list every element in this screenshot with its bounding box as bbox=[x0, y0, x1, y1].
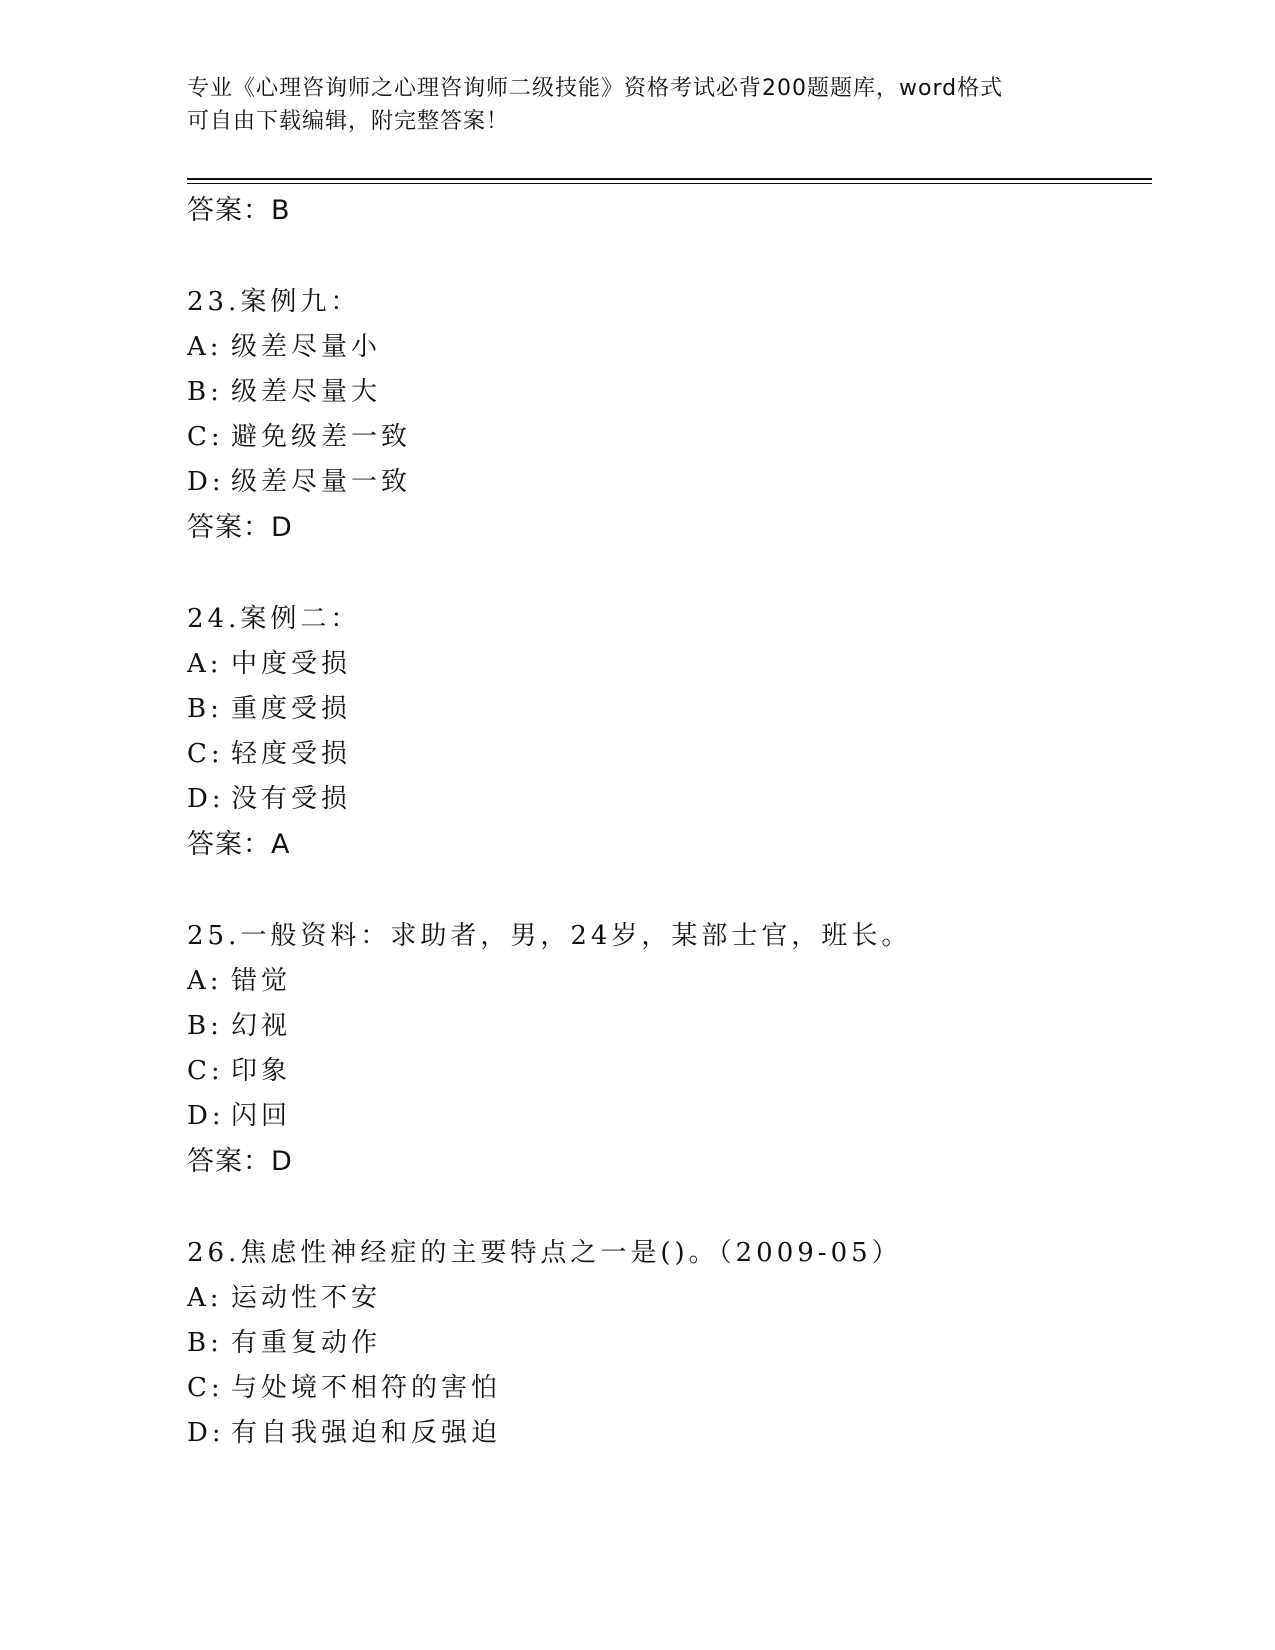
option-text: 没有受损 bbox=[231, 784, 352, 814]
option-text: 中度受损 bbox=[231, 649, 352, 679]
option-a bbox=[187, 959, 1147, 1004]
option-text: 级差尽量大 bbox=[231, 377, 382, 407]
option-b bbox=[187, 370, 1147, 415]
option-key: D: bbox=[187, 1418, 225, 1448]
option-c bbox=[187, 1049, 1147, 1094]
answer-line: 答案：A bbox=[187, 829, 291, 860]
answer-line: 答案：D bbox=[187, 1146, 293, 1177]
question-text: 25.一般资料：求助者，男，24岁，某部士官，班长。 bbox=[187, 921, 912, 951]
option-key: A: bbox=[187, 649, 223, 679]
option-c bbox=[187, 732, 1147, 777]
option-text: 轻度受损 bbox=[231, 739, 352, 769]
option-text: 级差尽量小 bbox=[231, 332, 382, 362]
question-text: 24.案例二： bbox=[187, 604, 361, 634]
option-text: 有自我强迫和反强迫 bbox=[231, 1418, 502, 1448]
option-key: B: bbox=[187, 1011, 223, 1041]
option-b bbox=[187, 1321, 1147, 1366]
option-key: B: bbox=[187, 1328, 223, 1358]
option-c bbox=[187, 1366, 1147, 1411]
question-block-26 bbox=[187, 1231, 1147, 1456]
option-b bbox=[187, 687, 1147, 732]
option-text: 运动性不安 bbox=[231, 1283, 382, 1313]
option-key: C: bbox=[187, 1056, 224, 1086]
option-key: C: bbox=[187, 422, 224, 452]
option-text: 幻视 bbox=[231, 1011, 292, 1041]
option-a bbox=[187, 325, 1147, 370]
option-b bbox=[187, 1004, 1147, 1049]
question-block-24 bbox=[187, 597, 1147, 867]
option-text: 有重复动作 bbox=[231, 1328, 382, 1358]
option-text: 级差尽量一致 bbox=[231, 467, 412, 497]
option-d bbox=[187, 460, 1147, 505]
spacer bbox=[187, 1184, 1147, 1231]
option-key: C: bbox=[187, 739, 224, 769]
spacer bbox=[187, 233, 1147, 280]
option-d bbox=[187, 1411, 1147, 1456]
option-key: A: bbox=[187, 966, 223, 996]
option-d bbox=[187, 777, 1147, 822]
spacer bbox=[187, 550, 1147, 597]
option-key: B: bbox=[187, 694, 223, 724]
option-key: A: bbox=[187, 332, 223, 362]
option-key: A: bbox=[187, 1283, 223, 1313]
option-text: 避免级差一致 bbox=[231, 422, 412, 452]
question-text: 23.案例九： bbox=[187, 287, 361, 317]
option-key: D: bbox=[187, 784, 225, 814]
question-text: 26.焦虑性神经症的主要特点之一是()。（2009-05） bbox=[187, 1238, 902, 1268]
document-header bbox=[187, 72, 1087, 138]
answer-line: 答案：D bbox=[187, 512, 293, 543]
question-block-25 bbox=[187, 914, 1147, 1184]
question-block-23 bbox=[187, 280, 1147, 550]
option-text: 重度受损 bbox=[231, 694, 352, 724]
option-key: D: bbox=[187, 1101, 225, 1131]
header-divider-thin bbox=[187, 183, 1152, 184]
option-text: 错觉 bbox=[231, 966, 292, 996]
option-text: 闪回 bbox=[231, 1101, 292, 1131]
option-text: 与处境不相符的害怕 bbox=[231, 1373, 502, 1403]
option-d bbox=[187, 1094, 1147, 1139]
option-a bbox=[187, 1276, 1147, 1321]
question-list bbox=[187, 188, 1147, 1456]
option-c bbox=[187, 415, 1147, 460]
header-line-2: 可自由下载编辑，附完整答案！ bbox=[187, 109, 510, 134]
spacer bbox=[187, 867, 1147, 914]
option-key: B: bbox=[187, 377, 223, 407]
option-key: D: bbox=[187, 467, 225, 497]
header-line-1: 专业《心理咨询师之心理咨询师二级技能》资格考试必背200题题库，word格式 bbox=[187, 76, 1004, 101]
option-text: 印象 bbox=[231, 1056, 292, 1086]
answer-line: 答案：B bbox=[187, 195, 291, 226]
option-a bbox=[187, 642, 1147, 687]
option-key: C: bbox=[187, 1373, 224, 1403]
header-divider-thick bbox=[187, 178, 1152, 180]
